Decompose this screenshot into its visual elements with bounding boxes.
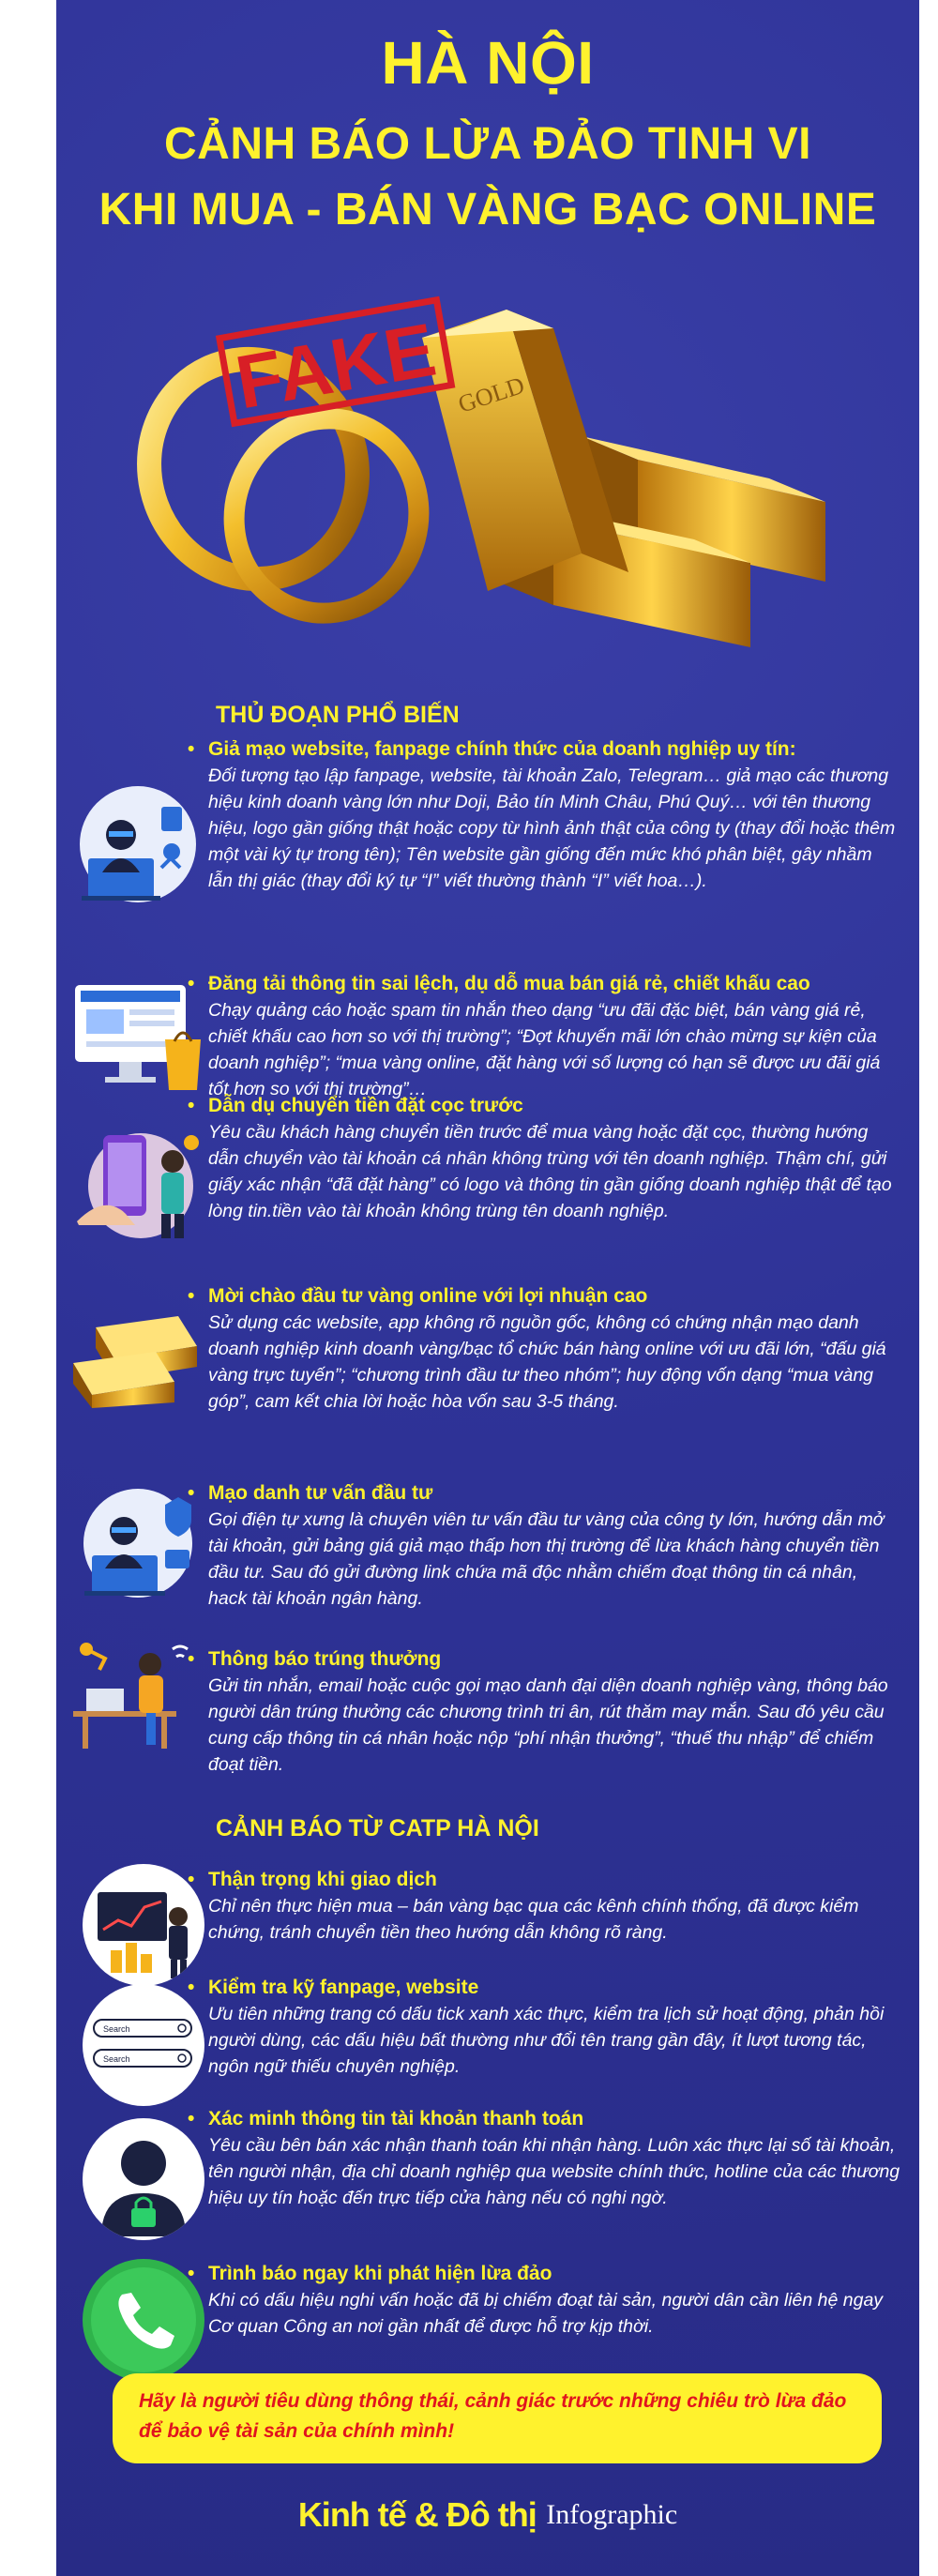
warning-4-title: • Trình báo ngay khi phát hiện lừa đảo [188, 2261, 900, 2287]
title-line-2: CẢNH BÁO LỪA ĐẢO TINH VI [163, 119, 812, 169]
warning-item-2 [188, 1975, 900, 2080]
tactic-5-title: • Mạo danh tư vấn đầu tư [188, 1480, 900, 1507]
tactic-item-2 [188, 971, 900, 1102]
gold-bars-icon [422, 310, 825, 647]
user-lock-icon [83, 2118, 204, 2240]
title-line-1: HÀ NỘI [381, 29, 595, 97]
tactic-3-desc: Yêu cầu khách hàng chuyển tiền trước để mua vàng hoặc đặt cọc, thường hướng dẫn chuyển vào tài khoản cá nhân không trùng với tên doanh nghiệp. Thậm chí, gửi giấy xác nhận “đã đặt hàng” có logo và thông tin gần giống doanh nghiệp thật để tạo lòng tin.tiền vào tài khoản không trùng tên doanh nghiệp. [208, 1122, 892, 1221]
warning-item-4 [188, 2261, 900, 2340]
search-label-1: Search [103, 2024, 130, 2034]
warning-2-desc: Ưu tiên những trang có dấu tick xanh xác thực, kiểm tra lịch sử hoạt động, phản hồi người dùng, các dấu hiệu bất thường như đổi tên trang gần đây, ít lượt tương tác, ngôn ngữ thiếu chuyên nghiệp. [208, 2004, 885, 2077]
infographic-poster [56, 0, 919, 2576]
title-line-3: KHI MUA - BÁN VÀNG BẠC ONLINE [98, 185, 877, 235]
warning-item-3 [188, 2106, 900, 2211]
investment-chart-icon [83, 1864, 204, 1986]
phone-call-icon [83, 2259, 204, 2381]
fake-stamp-icon [219, 300, 452, 426]
section-police-warning-title: CẢNH BÁO TỪ CATP HÀ NỘI [216, 1815, 539, 1841]
tactic-1-desc: Đối tượng tạo lập fanpage, website, tài khoản Zalo, Telegram… giả mạo các thương hiệu kinh doanh vàng lớn như Doji, Bảo tín Minh Châu, Phú Quý… với tên thương hiệu, logo gần giống thật hoặc copy từ hình ảnh thật của công ty (thay đổi hoặc thêm một vài ký tự trong tên); Tên website gần giống đến mức khó phân biệt, gây nhầm lẫn thị giác (thay đổi ký tự “I” viết thường thành “I” viết hoa…). [208, 765, 896, 891]
warning-2-title: • Kiểm tra kỹ fanpage, website [188, 1975, 900, 2001]
footer-warning-box [113, 2373, 882, 2463]
tactic-4-desc: Sử dụng các website, app không rõ nguồn gốc, không có chứng nhận mạo danh doanh nghiệp kinh doanh vàng/bạc tổ chức bán hàng online với ưu đãi lớn, “đấu giá vàng trực tuyến”; “chương trình đầu tư theo nhóm”; huy động vốn dạng “mua vàng góp”, cam kết chia lời hoặc hòa vốn sau 3-5 tháng. [208, 1312, 886, 1412]
tactic-4-title: • Mời chào đầu tư vàng online với lợi nhuận cao [188, 1283, 900, 1310]
warning-item-1 [188, 1867, 900, 1946]
section-common-tactics-title: THỦ ĐOẠN PHỔ BIẾN [216, 702, 460, 728]
warning-1-desc: Chỉ nên thực hiện mua – bán vàng bạc qua các kênh chính thống, đã được kiểm chứng, tránh chuyển tiền theo hướng dẫn không rõ ràng. [208, 1896, 859, 1943]
gold-bar-label: GOLD [454, 371, 528, 418]
tactic-3-title: • Dẫn dụ chuyển tiền đặt cọc trước [188, 1093, 900, 1119]
warning-3-title: • Xác minh thông tin tài khoản thanh toán [188, 2106, 900, 2132]
warning-1-title: • Thận trọng khi giao dịch [188, 1867, 900, 1893]
tactic-2-desc: Chạy quảng cáo hoặc spam tin nhắn theo dạng “ưu đãi đặc biệt, bán vàng giá rẻ, chiết khấu cao hơn so với thị trường”; “Đợt khuyến mãi lớn chào mừng sự kiện của doanh nghiệp”; “mua vàng online, đặt hàng với số lượng có hạn sẽ được ưu đãi giá tốt hơn so với thị trường”… [208, 1000, 881, 1099]
tactic-2-title: • Đăng tải thông tin sai lệch, dụ dỗ mua bán giá rẻ, chiết khấu cao [188, 971, 900, 997]
warning-3-desc: Yêu cầu bên bán xác nhận thanh toán khi nhận hàng. Luôn xác thực lại số tài khoản, tên người nhận, địa chỉ doanh nghiệp qua website chính thức, hotline của các thương hiệu uy tín hoặc đến trực tiếp cửa hàng nếu có nghi ngờ. [208, 2135, 900, 2208]
brand-footer [56, 2495, 919, 2535]
search-check-icon [83, 1984, 204, 2106]
tactic-6-desc: Gửi tin nhắn, email hoặc cuộc gọi mạo danh đại diện doanh nghiệp vàng, thông báo người dân trúng thưởng các chương trình tri ân, rút thăm may mắn. Sau đó yêu cầu cung cấp thông tin cá nhân hoặc nộp “phí nhận thưởng”, “thuế thu nhập” để chiếm đoạt tiền. [208, 1675, 888, 1775]
tactic-6-title: • Thông báo trúng thưởng [188, 1646, 900, 1673]
footer-warning-text: Hãy là người tiêu dùng thông thái, cảnh giác trước những chiêu trò lừa đảo để bảo vệ tài sản của chính mình! [139, 2390, 847, 2442]
tactic-item-3 [188, 1093, 900, 1224]
fake-stamp-text: FAKE [230, 307, 442, 425]
tactic-1-title: • Giả mạo website, fanpage chính thức của doanh nghiệp uy tín: [188, 736, 900, 763]
warning-4-desc: Khi có dấu hiệu nghi vấn hoặc đã bị chiếm đoạt tài sản, người dân cần liên hệ ngay Cơ quan Công an nơi gần nhất để được hỗ trợ kịp thời. [208, 2290, 884, 2337]
brand-logo: Kinh tế & Đô thị [297, 2495, 537, 2534]
search-label-2: Search [103, 2054, 130, 2064]
brand-infographic-label: Infographic [546, 2499, 678, 2530]
tactic-item-1 [188, 736, 900, 894]
tactic-item-4 [188, 1283, 900, 1415]
tactic-item-6 [188, 1646, 900, 1778]
tactic-item-5 [188, 1480, 900, 1612]
hero-gold-illustration [113, 272, 882, 666]
tactic-5-desc: Gọi điện tự xưng là chuyên viên tư vấn đầu tư vàng của công ty lớn, hướng dẫn mở tài khoản, gửi bảng giá giả mạo thấp hơn thị trường để lừa khách hàng chuyển tiền đầu tư. Sau đó gửi đường link chứa mã độc nhằm chiếm đoạt thông tin cá nhân, hack tài khoản ngân hàng. [208, 1509, 885, 1609]
